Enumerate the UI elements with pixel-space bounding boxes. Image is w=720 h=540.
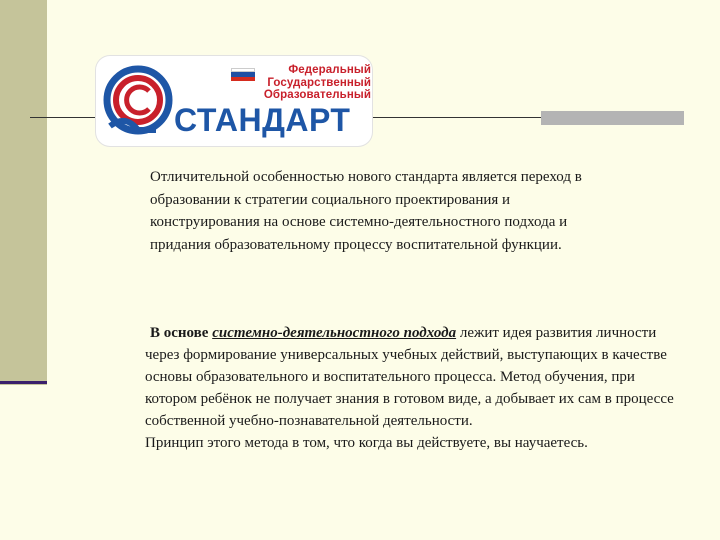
logo-wordmark: СТАНДАРТ [174, 102, 351, 138]
logo-line-3: Образовательный [263, 89, 371, 102]
paragraph-method [145, 322, 685, 454]
header-rule-right [370, 117, 542, 118]
russian-flag-icon [231, 68, 255, 81]
left-decor-underline [0, 381, 47, 384]
paragraph-intro: Отличительной особенностью нового стандарта является переход в образовании к стратегии социального проектирования и конструирования на основе системно-деятельностного подхода и придания образовательному процессу воспитательной функции. [150, 169, 582, 253]
paragraph-method-body: лежит идея развития личности через формирование универсальных учебных действий, выступающих в качестве основы образовательного и воспитательного процесса. Метод обучения, при котором ребёнок не получает знания в готовом виде, а добывает их сам в процессе собственной учебно-познавательной деятельности. [145, 325, 674, 429]
fgos-logo [96, 56, 372, 146]
header-rule-left [30, 117, 100, 118]
lead-bold-text: В основе [150, 325, 209, 341]
left-decor-bar [0, 0, 47, 385]
logo-line-1: Федеральный [288, 64, 371, 76]
paragraph-method-principle: Принцип этого метода в том, что когда вы действуете, вы научаетесь. [145, 435, 588, 451]
logo-caption [259, 64, 371, 102]
term-underlined: системно-деятельностного подхода [212, 325, 457, 341]
logo-line-2: Государственный [267, 76, 371, 89]
header-gray-bar [541, 111, 684, 125]
